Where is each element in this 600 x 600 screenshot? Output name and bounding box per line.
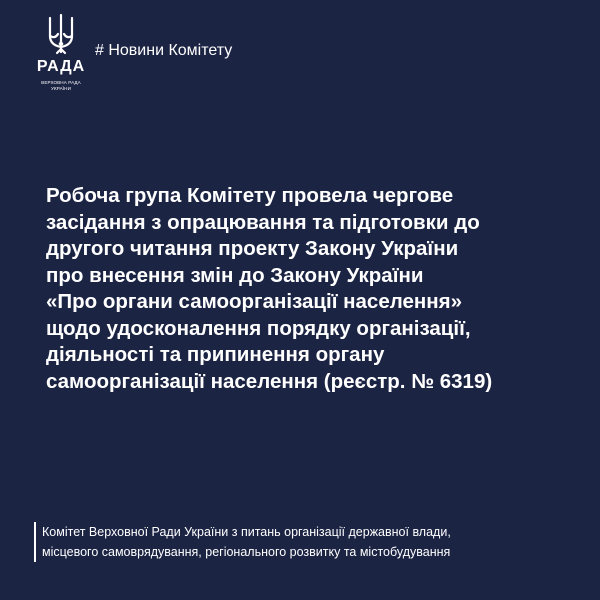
- footer-line: місцевого самоврядування, регіонального розвитку та містобудування: [42, 545, 451, 559]
- news-headline: [46, 183, 566, 395]
- headline-line: самоорганізації населення (реєстр. № 6319): [46, 369, 493, 393]
- logo-name: РАДА: [36, 58, 86, 75]
- headline-line: щодо удосконалення порядку організації,: [46, 316, 471, 340]
- committee-footer: [34, 522, 587, 562]
- logo-subtitle-line2: УКРАЇНИ: [50, 85, 71, 91]
- headline-line: «Про органи самоорганізації населення»: [46, 290, 463, 313]
- headline-line: про внесення змін до Закону України: [46, 263, 424, 287]
- headline-line: другого читання проекту Закону України: [46, 237, 459, 260]
- headline-line: засідання з опрацювання та підготовки до: [46, 210, 480, 234]
- footer-line: Комітет Верховної Ради України з питань організації державної влади,: [42, 525, 451, 539]
- news-hashtag: # Новини Комітету: [95, 42, 233, 59]
- logo-subtitle-line1: ВЕРХОВНА РАДА: [41, 80, 81, 85]
- rada-logo: [30, 14, 92, 94]
- headline-line: діяльності та припинення органу: [46, 343, 385, 366]
- trident-icon: [47, 14, 75, 56]
- logo-subtitle: [30, 80, 92, 91]
- headline-line: Робоча група Комітету провела чергове: [46, 184, 454, 207]
